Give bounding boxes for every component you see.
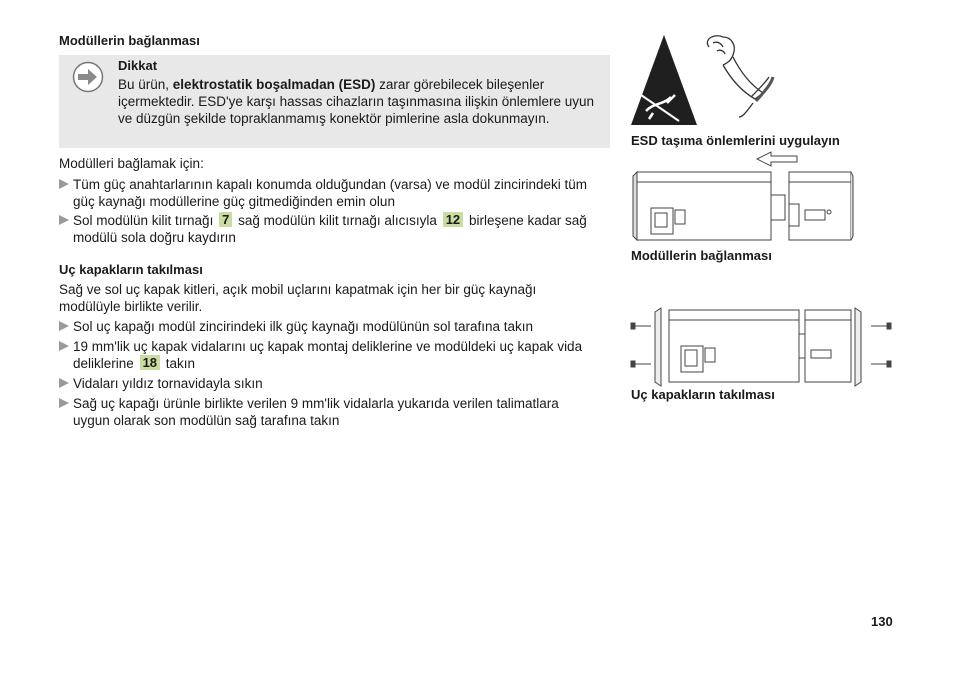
- caption-esd: ESD taşıma önlemlerini uygulayın: [631, 133, 840, 148]
- screw-icon: [871, 361, 891, 367]
- left-end-cap: [655, 308, 661, 386]
- list-item: Sağ uç kapağı ürünle birlikte verilen 9 mm'lik vidalarla yukarıda verilen talimatlara uygun olarak son modülün sağ tarafına takın: [59, 395, 599, 429]
- page-number: 130: [871, 614, 893, 629]
- endcaps-intro: Sağ ve sol uç kapak kitleri, açık mobil uçlarını kapatmak için her bir güç kaynağı modülüyle birlikte verilir.: [59, 282, 537, 314]
- caption-endcaps: Uç kapakların takılması: [631, 387, 775, 402]
- reference-tag: 12: [443, 212, 463, 227]
- screw-icon: [631, 323, 651, 329]
- reference-tag: 18: [140, 355, 160, 370]
- section-heading-endcaps: Uç kapakların takılması: [59, 262, 203, 277]
- bullet-triangle-icon: [59, 215, 69, 225]
- bullet-triangle-icon: [59, 321, 69, 331]
- connect-intro: Modülleri bağlamak için:: [59, 156, 204, 171]
- endcaps-illustration: [631, 308, 895, 386]
- screw-icon: [871, 323, 891, 329]
- bullet-triangle-icon: [59, 179, 69, 189]
- list-item: Tüm güç anahtarlarının kapalı konumda olduğundan (varsa) ve modül zincirindeki tüm güç kaynağı modüllerine güç gitmediğinden emin olun: [59, 176, 599, 210]
- list-item: Vidaları yıldız tornavidayla sıkın: [59, 375, 599, 392]
- bullet-triangle-icon: [59, 341, 69, 351]
- esd-illustration: [631, 33, 781, 128]
- note-title: Dikkat: [118, 58, 158, 73]
- list-item: Sol uç kapağı modül zincirindeki ilk güç kaynağı modülünün sol tarafına takın: [59, 318, 599, 335]
- wrist-strap-hand-icon: [707, 36, 773, 117]
- modules-connect-illustration: [631, 150, 853, 242]
- bullet-triangle-icon: [59, 378, 69, 388]
- bullet-triangle-icon: [59, 398, 69, 408]
- note-bold-term: elektrostatik boşalmadan (ESD): [172, 77, 376, 92]
- note-text: Bu ürün, elektrostatik boşalmadan (ESD) zarar görebilecek bileşenler içermektedir. ESD'ye karşı hassas cihazların taşınmasına ilişkin önlemlere uyun ve düzgün şekilde topraklanmamış konektör pimlerine asla dokunmayın.: [118, 77, 595, 126]
- caption-connect: Modüllerin bağlanması: [631, 248, 772, 263]
- list-item: Sol modülün kilit tırnağı 7 sağ modülün kilit tırnağı alıcısıyla 12 birleşene kadar sağ modülü sola doğru kaydırın: [59, 212, 599, 246]
- arrow-right-icon: [72, 61, 104, 93]
- screw-icon: [631, 361, 651, 367]
- slide-left-arrow-icon: [757, 152, 797, 166]
- reference-tag: 7: [219, 212, 232, 227]
- section-heading-connect: Modüllerin bağlanması: [59, 33, 200, 48]
- list-item: 19 mm'lik uç kapak vidalarını uç kapak montaj deliklerine ve modüldeki uç kapak vida deliklerine 18 takın: [59, 338, 599, 372]
- caution-note: [59, 55, 610, 148]
- right-end-cap: [855, 308, 861, 386]
